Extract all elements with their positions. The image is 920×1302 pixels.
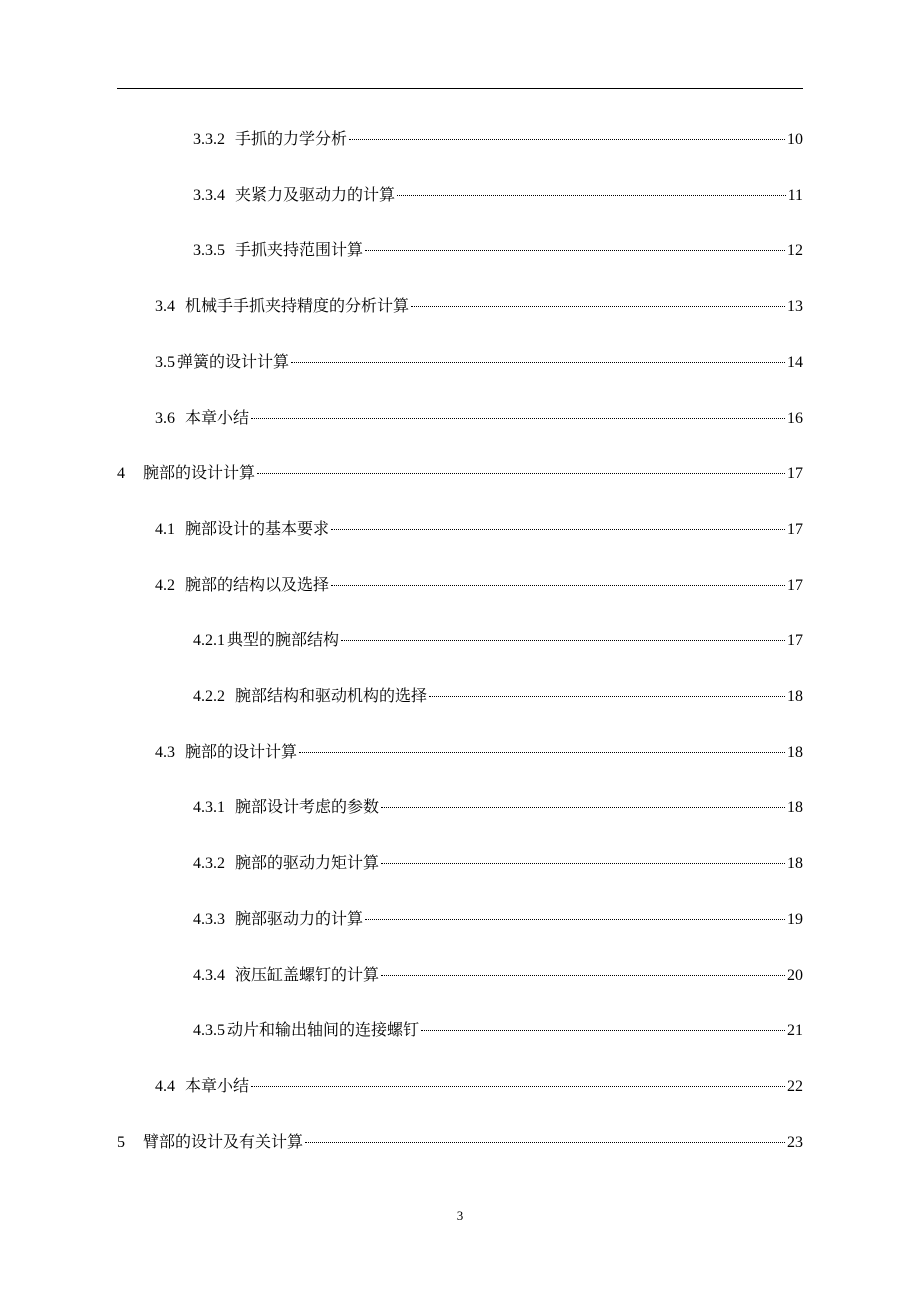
toc-page-number: 17 [787, 632, 803, 649]
toc-dot-leader [299, 752, 785, 753]
toc-page-number: 12 [787, 242, 803, 259]
toc-entry[interactable] [155, 740, 803, 764]
toc-section-number: 4.3.5 [193, 1022, 225, 1039]
toc-section-number: 4 [117, 465, 125, 482]
toc-dot-leader [251, 418, 785, 419]
toc-section-title: 夹紧力及驱动力的计算 [235, 185, 396, 204]
toc-page-number: 16 [787, 410, 803, 427]
toc-section-title: 腕部设计的基本要求 [185, 519, 330, 538]
toc-entry[interactable] [117, 1130, 803, 1154]
toc-section-title: 典型的腕部结构 [227, 630, 340, 649]
toc-entry[interactable] [193, 963, 803, 987]
toc-dot-leader [381, 975, 785, 976]
toc-section-number: 4.4 [155, 1078, 175, 1095]
toc-section-number: 3.4 [155, 298, 175, 315]
toc-dot-leader [429, 696, 785, 697]
toc-section-title: 弹簧的设计计算 [177, 352, 290, 371]
toc-dot-leader [331, 585, 785, 586]
toc-page-number: 14 [787, 354, 803, 371]
toc-entry[interactable] [155, 406, 803, 430]
toc-dot-leader [365, 250, 785, 251]
toc-dot-leader [305, 1142, 785, 1143]
toc-entry[interactable] [193, 1018, 803, 1042]
toc-entry[interactable] [117, 461, 803, 485]
toc-section-title: 臂部的设计及有关计算 [143, 1132, 304, 1151]
page-number: 3 [456, 1208, 464, 1223]
toc-page-number: 18 [787, 688, 803, 705]
toc-dot-leader [421, 1030, 785, 1031]
toc-entry[interactable] [193, 628, 803, 652]
toc-dot-leader [331, 529, 785, 530]
toc-page-number: 19 [787, 911, 803, 928]
toc-entry[interactable] [193, 851, 803, 875]
toc-section-number: 4.3.1 [193, 799, 225, 816]
toc-section-title: 腕部驱动力的计算 [235, 909, 364, 928]
toc-dot-leader [381, 863, 785, 864]
toc-dot-leader [349, 139, 785, 140]
toc-dot-leader [291, 362, 785, 363]
toc-section-title: 腕部的驱动力矩计算 [235, 853, 380, 872]
toc-section-number: 3.3.2 [193, 131, 225, 148]
toc-page-number: 11 [787, 187, 803, 204]
toc-page-number: 17 [787, 577, 803, 594]
toc-section-number: 4.2.2 [193, 688, 225, 705]
toc-dot-leader [251, 1086, 785, 1087]
toc-page-number: 21 [787, 1022, 803, 1039]
toc-section-number: 4.3.3 [193, 911, 225, 928]
toc-section-number: 3.3.4 [193, 187, 225, 204]
toc-dot-leader [411, 306, 785, 307]
toc-section-number: 4.2.1 [193, 632, 225, 649]
toc-section-title: 本章小结 [185, 408, 250, 427]
toc-dot-leader [381, 807, 785, 808]
toc-entry[interactable] [155, 1074, 803, 1098]
toc-section-title: 动片和输出轴间的连接螺钉 [227, 1020, 420, 1039]
toc-section-number: 4.1 [155, 521, 175, 538]
toc-entry[interactable] [155, 294, 803, 318]
toc-entry[interactable] [193, 183, 803, 207]
toc-dot-leader [257, 473, 785, 474]
toc-page-number: 23 [787, 1134, 803, 1151]
toc-section-number: 3.3.5 [193, 242, 225, 259]
toc-entry[interactable] [193, 907, 803, 931]
toc-dot-leader [341, 640, 785, 641]
toc-section-number: 4.3.2 [193, 855, 225, 872]
toc-entry[interactable] [193, 684, 803, 708]
toc-entry[interactable] [193, 795, 803, 819]
toc-section-title: 手抓的力学分析 [235, 129, 348, 148]
toc-entry[interactable] [193, 127, 803, 151]
toc-section-title: 腕部的设计计算 [185, 742, 298, 761]
toc-section-title: 腕部的设计计算 [143, 463, 256, 482]
toc-section-title: 机械手手抓夹持精度的分析计算 [185, 296, 410, 315]
toc-section-title: 本章小结 [185, 1076, 250, 1095]
toc-page-number: 18 [787, 855, 803, 872]
toc-page-number: 13 [787, 298, 803, 315]
toc-page-number: 18 [787, 744, 803, 761]
toc-section-title: 腕部结构和驱动机构的选择 [235, 686, 428, 705]
toc-section-number: 4.3.4 [193, 967, 225, 984]
toc-page-number: 10 [787, 131, 803, 148]
toc-section-title: 腕部的结构以及选择 [185, 575, 330, 594]
toc-entry[interactable] [193, 238, 803, 262]
toc-section-number: 3.6 [155, 410, 175, 427]
toc-page-number: 18 [787, 799, 803, 816]
toc-entry[interactable] [155, 573, 803, 597]
toc-dot-leader [397, 195, 786, 196]
toc-section-title: 液压缸盖螺钉的计算 [235, 965, 380, 984]
toc-section-title: 手抓夹持范围计算 [235, 240, 364, 259]
toc-entry[interactable] [155, 350, 803, 374]
toc-entry[interactable] [155, 517, 803, 541]
toc-section-number: 5 [117, 1134, 125, 1151]
toc-page-number: 17 [787, 465, 803, 482]
toc-page-number: 22 [787, 1078, 803, 1095]
toc-page-number: 17 [787, 521, 803, 538]
toc-section-number: 4.3 [155, 744, 175, 761]
toc-section-number: 4.2 [155, 577, 175, 594]
toc-section-title: 腕部设计考虑的参数 [235, 797, 380, 816]
toc-page-number: 20 [787, 967, 803, 984]
toc-section-number: 3.5 [155, 354, 175, 371]
toc-dot-leader [365, 919, 785, 920]
